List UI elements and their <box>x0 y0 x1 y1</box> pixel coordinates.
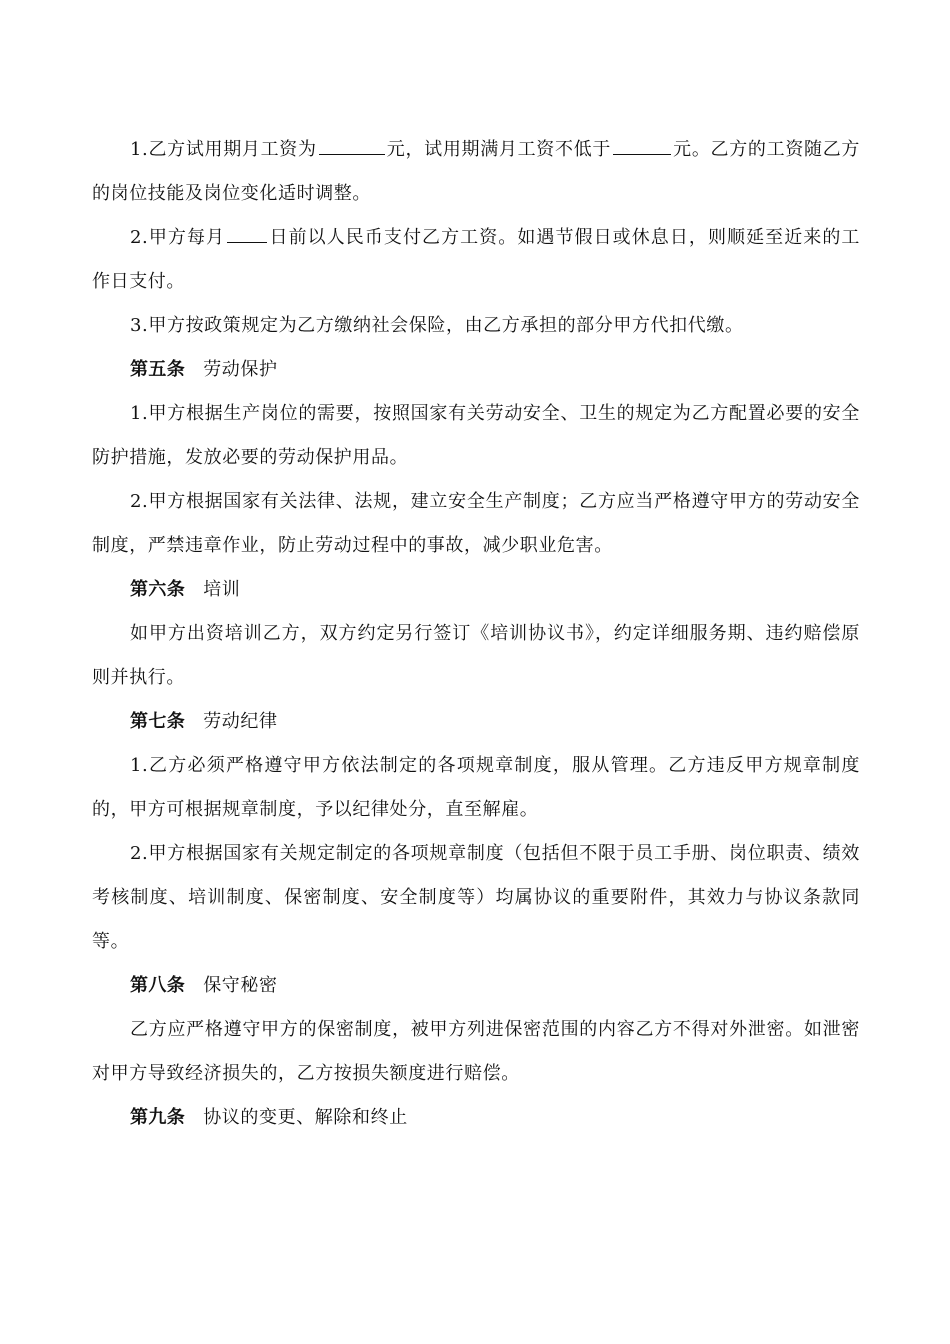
regular-wage-blank <box>613 137 671 155</box>
wage-item-1 <box>92 128 860 216</box>
wage-item-2-text-b: 日前以人民币支付乙方工资。如遇节假日或休息日，则顺延至近来的工作日支付。 <box>92 227 860 292</box>
article-9-title: 协议的变更、解除和终止 <box>203 1107 408 1128</box>
article-9-heading <box>92 1096 860 1140</box>
wage-item-1-text-c: 元。乙方的工资随乙方的岗位技能及岗位变化适时调整。 <box>92 139 860 204</box>
article-5-heading <box>92 348 860 392</box>
wage-item-2-text-a: 2.甲方每月 <box>130 227 226 248</box>
wage-item-2 <box>92 216 860 304</box>
article-7-item-1: 1.乙方必须严格遵守甲方依法制定的各项规章制度，服从管理。乙方违反甲方规章制度的，甲方可根据规章制度，予以纪律处分，直至解雇。 <box>92 755 860 820</box>
article-6-title: 培训 <box>203 579 241 600</box>
wage-item-3: 3.甲方按政策规定为乙方缴纳社会保险，由乙方承担的部分甲方代扣代缴。 <box>130 315 744 336</box>
article-6-number: 第六条 <box>130 579 186 600</box>
article-7-item-2: 2.甲方根据国家有关规定制定的各项规章制度（包括但不限于员工手册、岗位职责、绩效考核制度、培训制度、保密制度、安全制度等）均属协议的重要附件，其效力与协议条款同等。 <box>92 843 860 952</box>
article-7-number: 第七条 <box>130 711 186 732</box>
pay-day-blank <box>227 225 267 243</box>
probation-wage-blank <box>319 137 385 155</box>
article-5-item-2: 2.甲方根据国家有关法律、法规，建立安全生产制度；乙方应当严格遵守甲方的劳动安全制度，严禁违章作业，防止劳动过程中的事故，减少职业危害。 <box>92 491 860 556</box>
article-5-number: 第五条 <box>130 359 186 380</box>
article-5-item-1: 1.甲方根据生产岗位的需要，按照国家有关劳动安全、卫生的规定为乙方配置必要的安全防护措施，发放必要的劳动保护用品。 <box>92 403 860 468</box>
document-body <box>92 128 860 1140</box>
article-8-title: 保守秘密 <box>203 975 278 996</box>
article-8-text: 乙方应严格遵守甲方的保密制度，被甲方列进保密范围的内容乙方不得对外泄密。如泄密对甲方导致经济损失的，乙方按损失额度进行赔偿。 <box>92 1019 860 1084</box>
article-5-title: 劳动保护 <box>203 359 278 380</box>
article-7-heading <box>92 700 860 744</box>
article-6-heading <box>92 568 860 612</box>
wage-item-1-text-b: 元，试用期满月工资不低于 <box>386 139 612 160</box>
article-7-title: 劳动纪律 <box>203 711 278 732</box>
article-9-number: 第九条 <box>130 1107 186 1128</box>
article-8-heading <box>92 964 860 1008</box>
article-6-text: 如甲方出资培训乙方，双方约定另行签订《培训协议书》，约定详细服务期、违约赔偿原则并执行。 <box>92 623 860 688</box>
article-8-number: 第八条 <box>130 975 186 996</box>
wage-item-1-text-a: 1.乙方试用期月工资为 <box>130 139 317 160</box>
